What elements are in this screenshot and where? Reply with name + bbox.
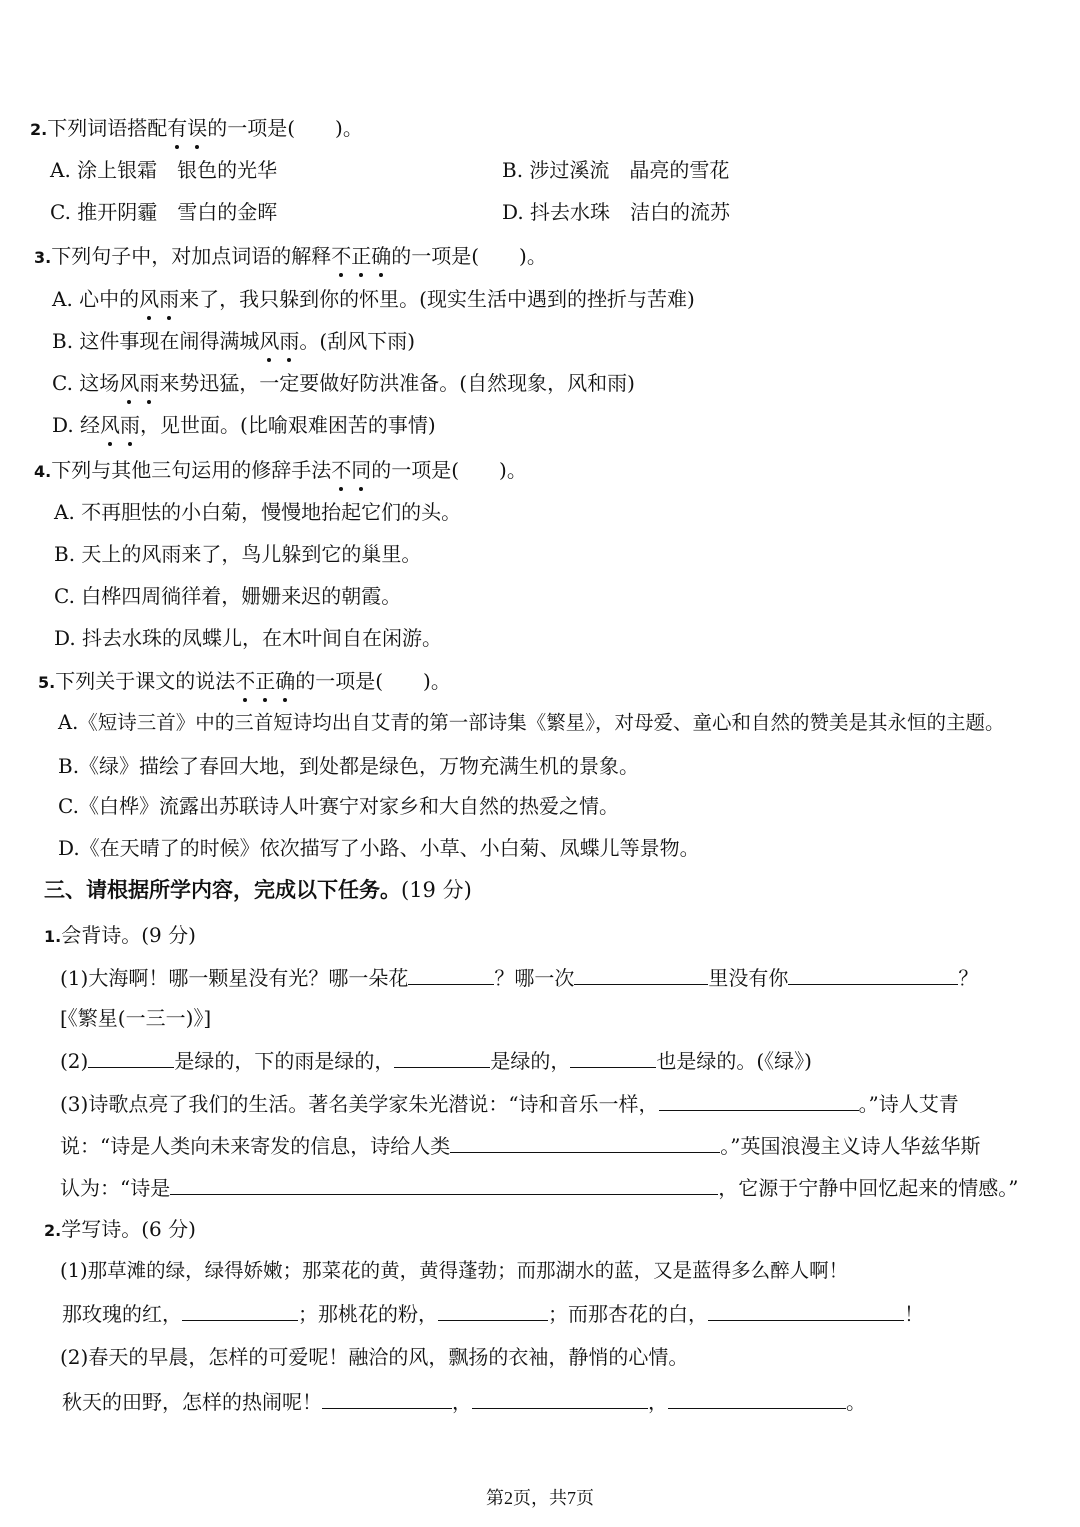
answer-blank[interactable] (570, 1045, 656, 1068)
task1-title: 1.会背诗。(9 分) (44, 923, 196, 947)
q5-number: 5. (38, 673, 56, 692)
answer-blank[interactable] (472, 1386, 648, 1409)
answer-blank[interactable] (438, 1298, 548, 1321)
q2-stem: 2.下列词语搭配有误的一项是( )。 (30, 113, 363, 145)
answer-blank[interactable] (170, 1172, 718, 1195)
task1-number: 1. (44, 927, 62, 946)
answer-blank[interactable] (788, 962, 958, 985)
q4-option-a: A. 不再胆怯的小白菊，慢慢地抬起它们的头。 (54, 500, 462, 524)
q3-option-c: C. 这场风雨来势迅猛，一定要做好防洪准备。(自然现象，风和雨) (52, 368, 635, 398)
q2-option-d: D. 抖去水珠 洁白的流苏 (502, 200, 731, 224)
task1-item2: (2) 是绿的，下的雨是绿的， 是绿的， 也是绿的。(《绿》) (60, 1045, 812, 1076)
q5-option-c: C.《白桦》流露出苏联诗人叶赛宁对家乡和大自然的热爱之情。 (58, 794, 619, 818)
q4-option-c: C. 白桦四周徜徉着，姗姗来迟的朝霞。 (54, 584, 402, 608)
answer-blank[interactable] (394, 1045, 490, 1068)
q3-option-d: D. 经风雨，见世面。(比喻艰难困苦的事情) (52, 410, 436, 440)
q3-number: 3. (34, 248, 52, 267)
q4-stem: 4.下列与其他三句运用的修辞手法不同的一项是( )。 (34, 455, 527, 487)
task2-item1: (1)那草滩的绿，绿得娇嫩；那菜花的黄，黄得蓬勃；而那湖水的蓝，又是蓝得多么醉人啊！ (60, 1259, 849, 1282)
q2-option-a: A. 涂上银霜 银色的光华 (50, 158, 278, 182)
task2-item1-answer: 那玫瑰的红， ；那桃花的粉， ；而那杏花的白， ！ (62, 1298, 924, 1329)
answer-blank[interactable] (659, 1088, 859, 1111)
task2-item2-answer: 秋天的田野，怎样的热闹呢！ ， ， 。 (62, 1386, 866, 1417)
q4-option-d: D. 抖去水珠的凤蝶儿，在木叶间自在闲游。 (54, 626, 443, 650)
task1-item1: (1)大海啊！哪一颗星没有光？哪一朵花 ？哪一次 里没有你 ？ (60, 962, 978, 993)
answer-blank[interactable] (574, 962, 708, 985)
task2-number: 2. (44, 1221, 62, 1240)
q2-number: 2. (30, 120, 48, 139)
q3-option-a: A. 心中的风雨来了，我只躲到你的怀里。(现实生活中遇到的挫折与苦难) (52, 284, 695, 314)
q4-option-b: B. 天上的风雨来了，鸟儿躲到它的巢里。 (54, 542, 422, 566)
q2-option-b: B. 涉过溪流 晶亮的雪花 (502, 158, 730, 182)
task2-item2: (2)春天的早晨，怎样的可爱呢！融洽的风，飘扬的衣袖，静悄的心情。 (60, 1345, 689, 1369)
answer-blank[interactable] (322, 1386, 452, 1409)
task1-item3-line3: 认为：“诗是 ，它源于宁静中回忆起来的情感。” (60, 1172, 1018, 1203)
q5-option-d: D.《在天晴了的时候》依次描写了小路、小草、小白菊、凤蝶儿等景物。 (58, 836, 700, 860)
task1-item3-line1: (3)诗歌点亮了我们的生活。著名美学家朱光潜说：“诗和音乐一样， 。”诗人艾青 (60, 1088, 959, 1119)
answer-blank[interactable] (408, 962, 494, 985)
task1-item3-line2: 说：“诗是人类向未来寄发的信息，诗给人类 。”英国浪漫主义诗人华兹华斯 (60, 1130, 980, 1161)
answer-blank[interactable] (450, 1130, 720, 1153)
q2-option-c: C. 推开阴霾 雪白的金晖 (50, 200, 278, 224)
answer-blank[interactable] (182, 1298, 298, 1321)
section-three-heading: 三、请根据所学内容，完成以下任务。(19 分) (44, 877, 472, 902)
q5-option-b: B.《绿》描绘了春回大地，到处都是绿色，万物充满生机的景象。 (58, 754, 640, 778)
q3-stem: 3.下列句子中，对加点词语的解释不正确的一项是( )。 (34, 241, 547, 273)
answer-blank[interactable] (708, 1298, 904, 1321)
answer-blank[interactable] (668, 1386, 846, 1409)
task2-title: 2.学写诗。(6 分) (44, 1217, 196, 1241)
q5-stem: 5.下列关于课文的说法不正确的一项是( )。 (38, 666, 451, 698)
q5-option-a: A.《短诗三首》中的三首短诗均出自艾青的第一部诗集《繁星》，对母爱、童心和自然的赞美是其永恒的主题。 (58, 711, 1005, 734)
task1-item1-source: [《繁星(一三一)》] (60, 1006, 212, 1030)
answer-blank[interactable] (88, 1045, 174, 1068)
page-number-footer: 第2页，共7页 (486, 1488, 594, 1508)
q3-option-b: B. 这件事现在闹得满城风雨。(刮风下雨) (52, 326, 415, 356)
q4-number: 4. (34, 462, 52, 481)
